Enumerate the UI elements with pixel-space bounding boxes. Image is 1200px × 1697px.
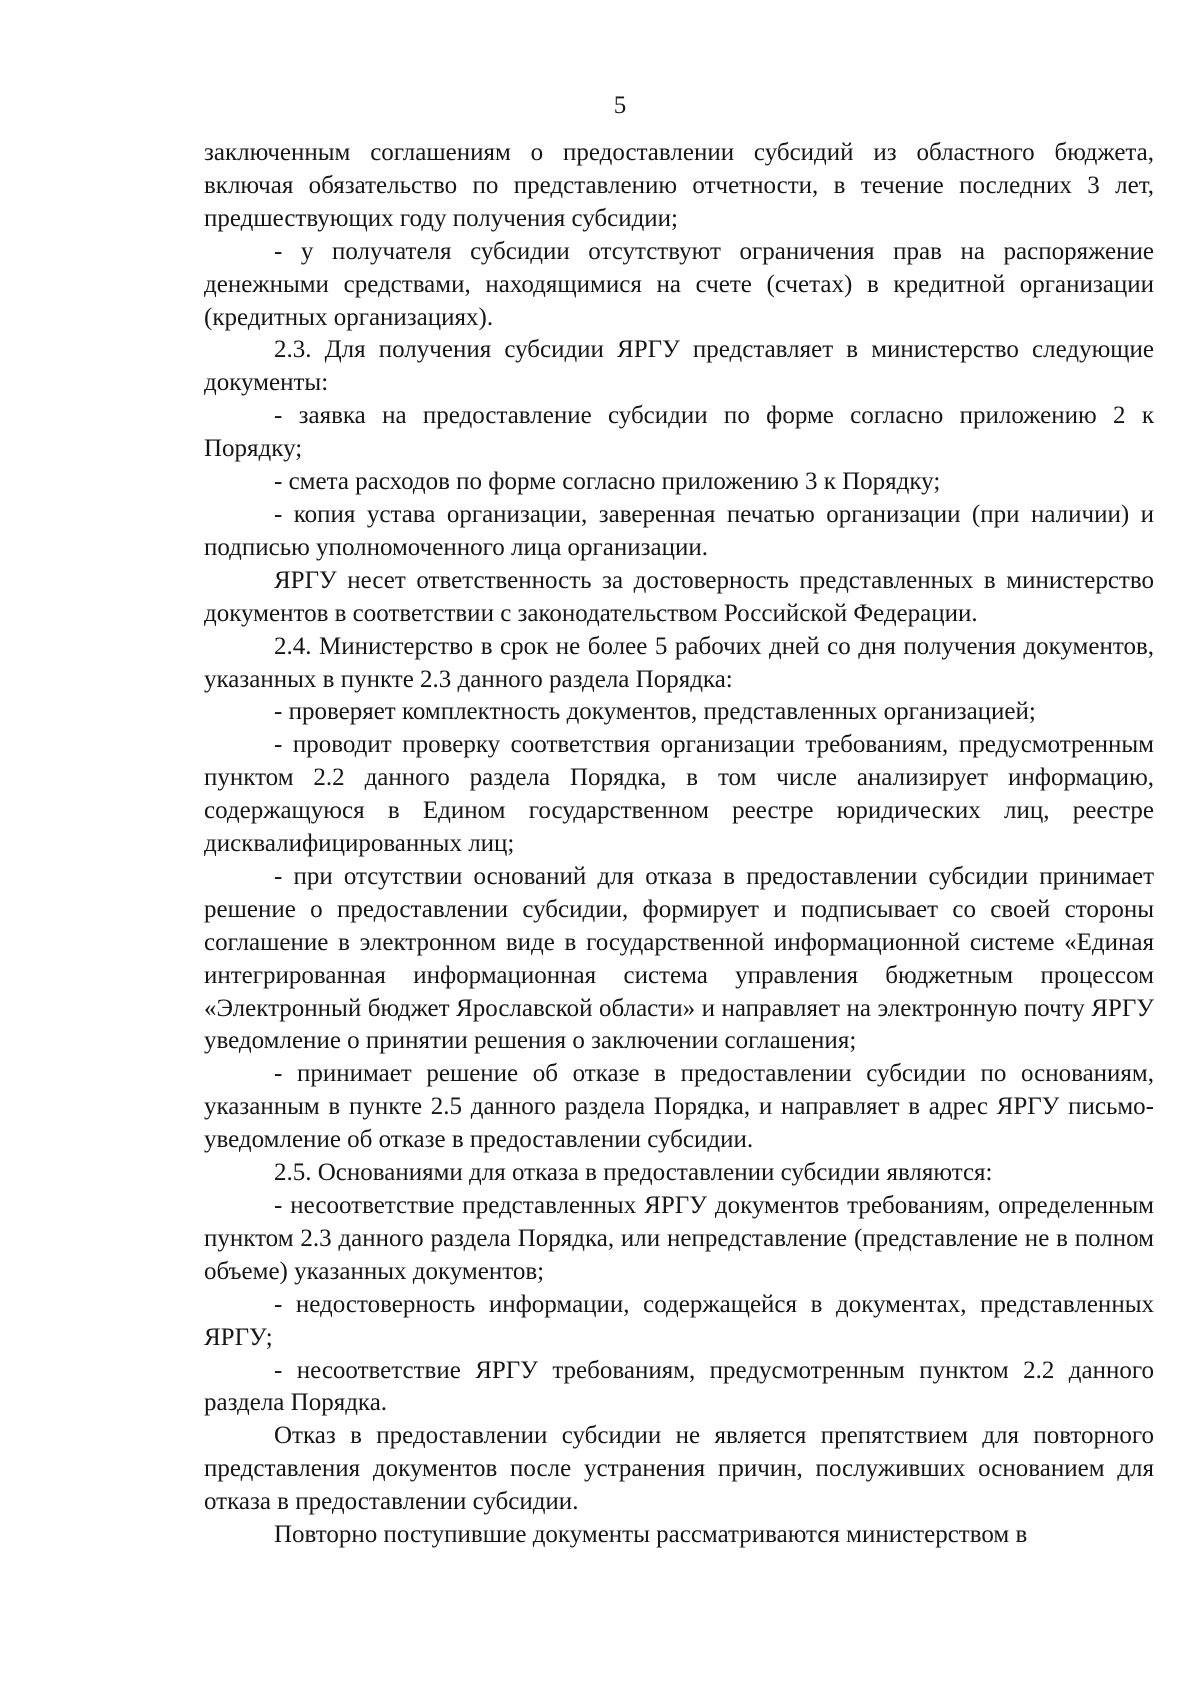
paragraph: - проводит проверку соответствия организации требованиям, предусмотренным пунктом 2.2 данного раздела Порядка, в том числе анализирует информацию, содержащуюся в Едином государственном реестре юридических лиц, реестре дисквалифицированных лиц; [204, 731, 1154, 858]
paragraph: - копия устава организации, заверенная печатью организации (при наличии) и подписью уполномоченного лица организации. [204, 500, 1154, 561]
document-body [204, 137, 1154, 1552]
paragraph: - несоответствие представленных ЯРГУ документов требованиям, определенным пунктом 2.3 данного раздела Порядка, или непредставление (представление не в полном объеме) указанных документов; [204, 1192, 1154, 1285]
paragraph: Отказ в предоставлении субсидии не является препятствием для повторного представления документов после устранения причин, послуживших основанием для отказа в предоставлении субсидии. [204, 1422, 1154, 1516]
paragraph: 2.3. Для получения субсидии ЯРГУ представляет в министерство следующие документы: [204, 336, 1154, 397]
paragraph: Повторно поступившие документы рассматриваются министерством в [274, 1521, 1028, 1549]
paragraph: ЯРГУ несет ответственность за достоверность представленных в министерство документов в соответствии с законодательством Российской Федерации. [204, 566, 1154, 627]
paragraph: - проверяет комплектность документов, представленных организацией; [274, 698, 1036, 726]
paragraph: 2.5. Основаниями для отказа в предоставлении субсидии являются: [274, 1159, 993, 1187]
paragraph: заключенным соглашениям о предоставлении субсидий из областного бюджета, включая обязательство по представлению отчетности, в течение последних 3 лет, предшествующих году получения субсидии; [204, 139, 1154, 232]
paragraph: - заявка на предоставление субсидии по форме согласно приложению 2 к Порядку; [204, 402, 1154, 463]
paragraph: - у получателя субсидии отсутствуют ограничения прав на распоряжение денежными средствами, находящимися на счете (счетах) в кредитной организации (кредитных организациях). [204, 237, 1154, 331]
page-number: 5 [613, 92, 627, 119]
paragraph: - принимает решение об отказе в предоставлении субсидии по основаниям, указанным в пункте 2.5 данного раздела Порядка, и направляет в адрес ЯРГУ письмо-уведомление об отказе в предоставлении субсидии. [204, 1060, 1154, 1154]
paragraph: - смета расходов по форме согласно приложению 3 к Порядку; [274, 468, 941, 496]
paragraph: 2.4. Министерство в срок не более 5 рабочих дней со дня получения документов, указанных в пункте 2.3 данного раздела Порядка: [204, 632, 1154, 693]
paragraph: - несоответствие ЯРГУ требованиям, предусмотренным пунктом 2.2 данного раздела Порядка. [204, 1356, 1154, 1417]
paragraph: - недостоверность информации, содержащейся в документах, представленных ЯРГУ; [204, 1290, 1154, 1351]
paragraph: - при отсутствии оснований для отказа в предоставлении субсидии принимает решение о предоставлении субсидии, формирует и подписывает со своей стороны соглашение в электронном виде в государственной информационной системе «Единая интегрированная информационная система управления бюджетным процессом «Электронный бюджет Ярославской области» и направляет на электронную почту ЯРГУ уведомление о принятии решения о заключении соглашения; [204, 862, 1154, 1055]
